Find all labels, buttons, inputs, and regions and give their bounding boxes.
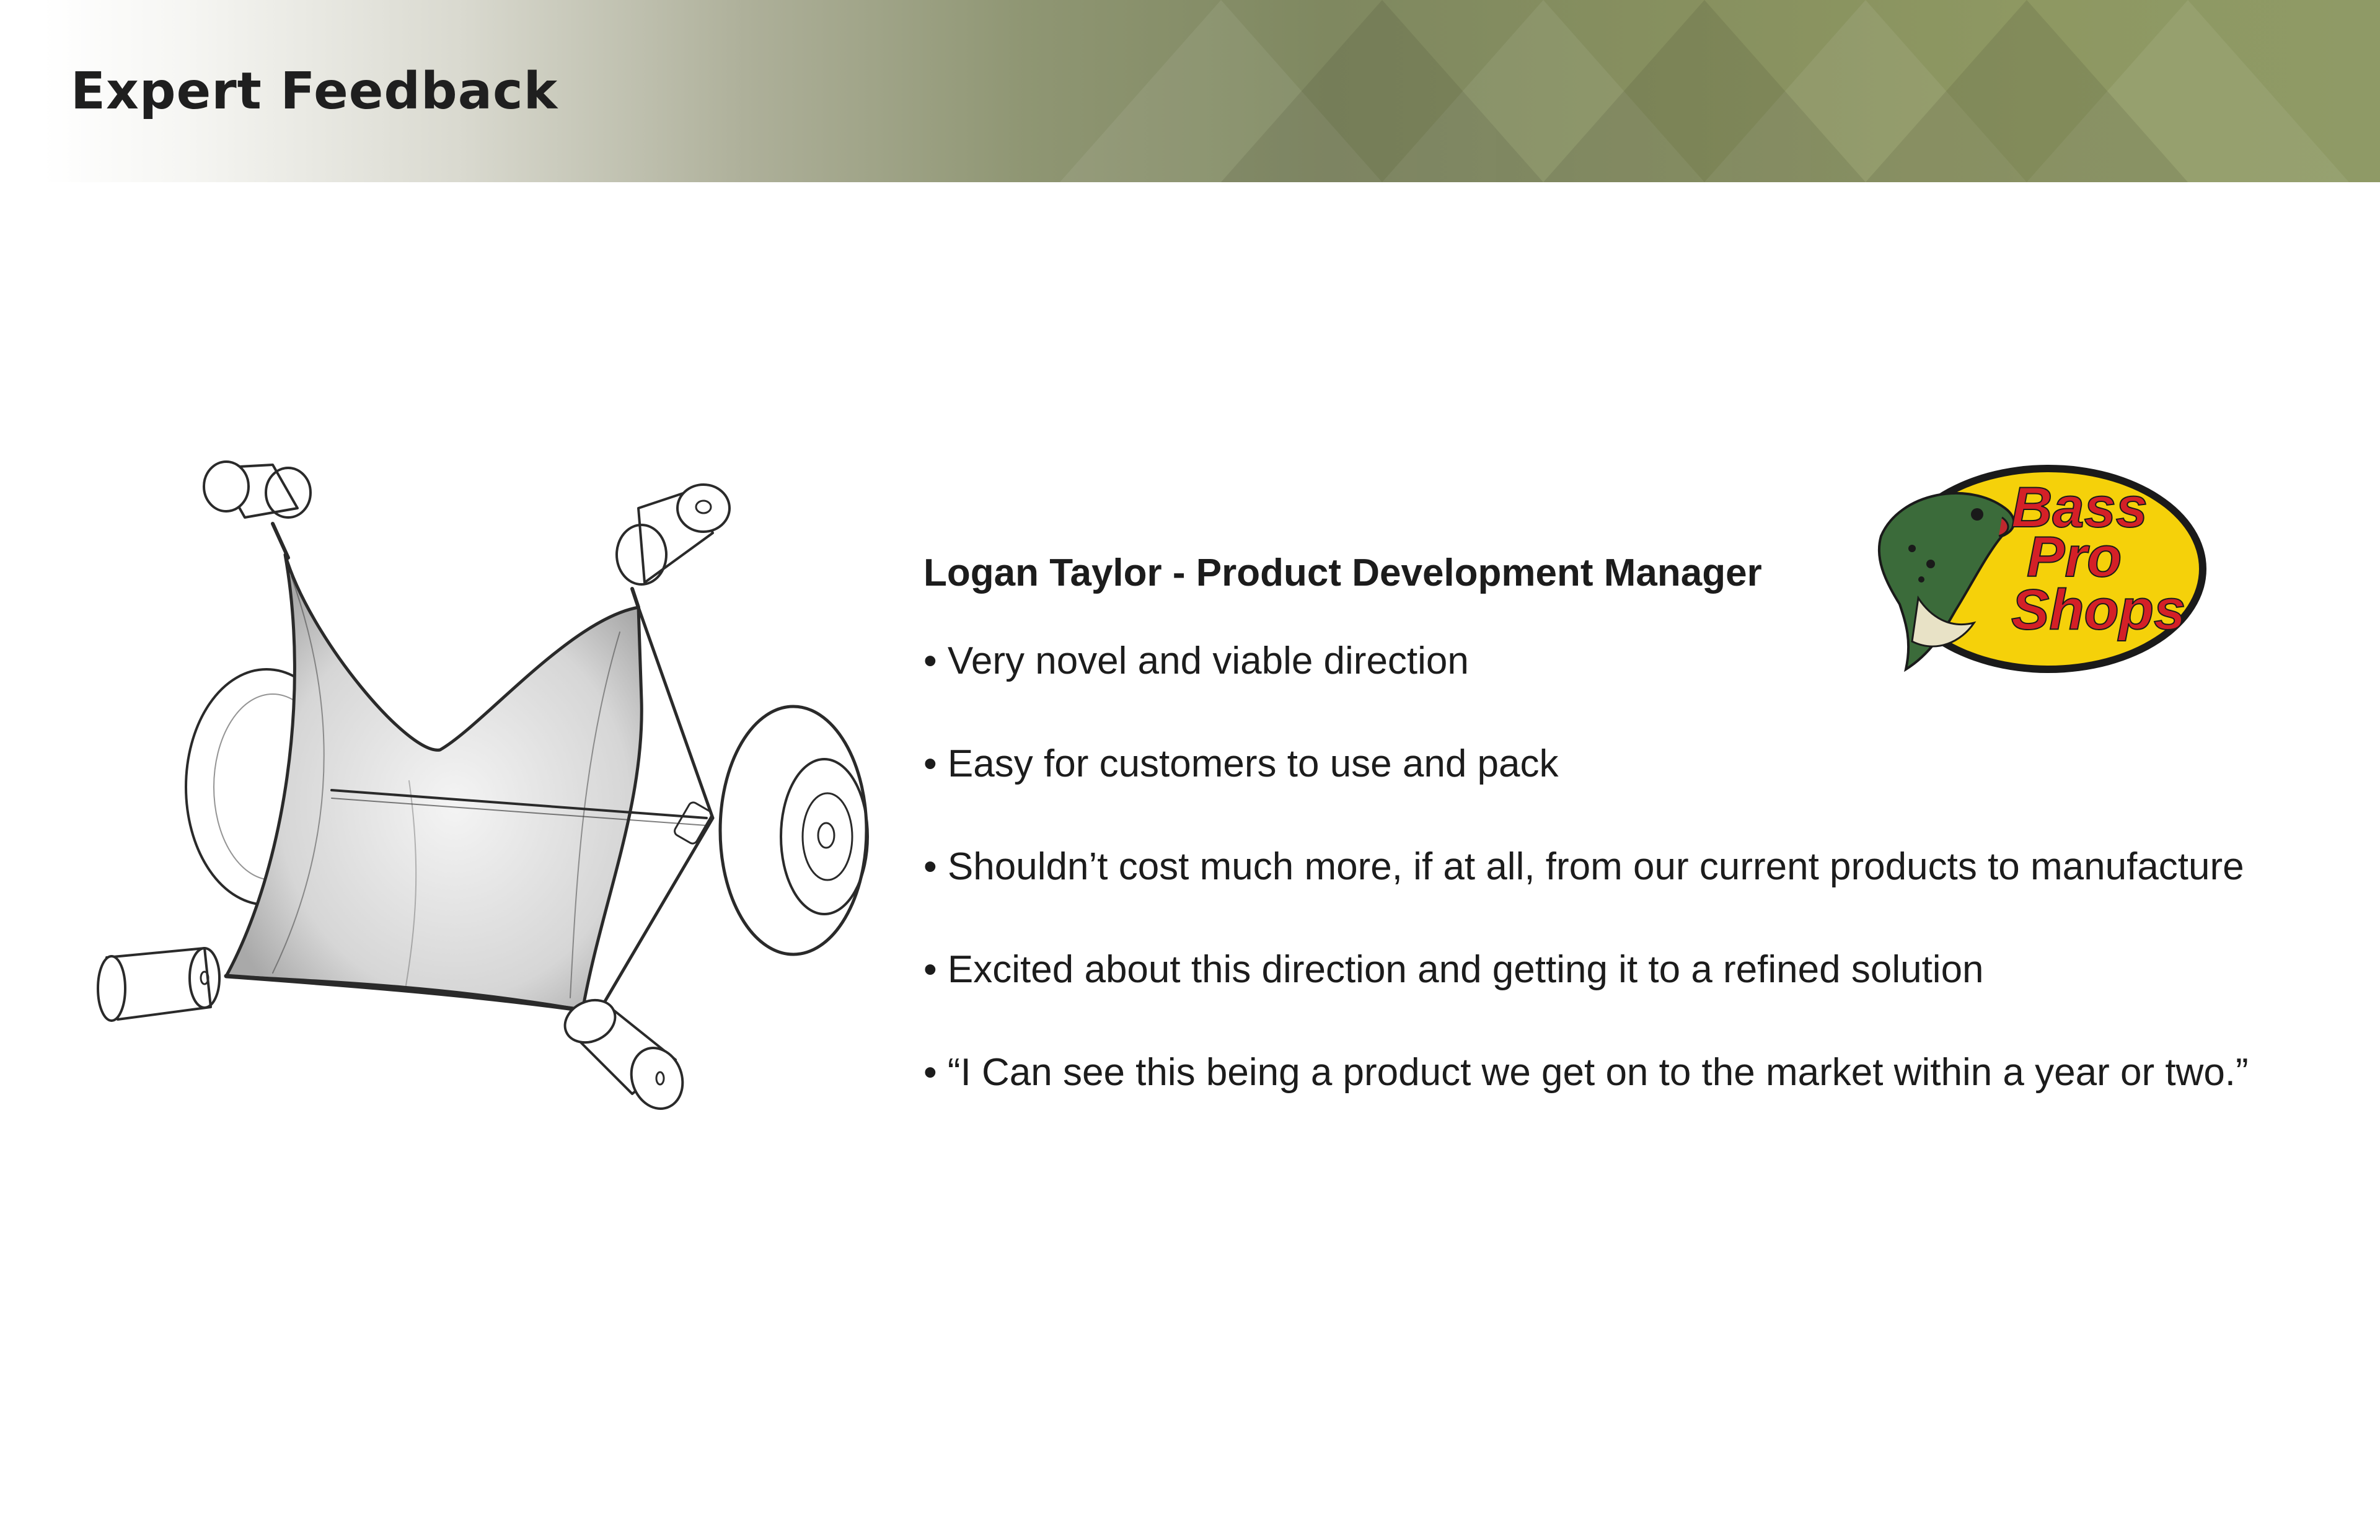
feedback-item: • Shouldn’t cost much more, if at all, from our current products to manufacture	[923, 845, 2244, 888]
bass-pro-shops-logo	[1862, 455, 2216, 682]
expert-name-heading: Logan Taylor - Product Development Manager	[923, 552, 1762, 594]
feedback-item: • “I Can see this being a product we get on to the market within a year or two.”	[923, 1051, 2249, 1094]
wheeled-sling-cart-sketch-icon	[87, 434, 874, 1153]
feedback-item: • Easy for customers to use and pack	[923, 742, 1559, 785]
logo-word-pro: Pro	[2027, 526, 2122, 589]
feedback-list	[923, 633, 2349, 1148]
product-sketch-image	[87, 434, 874, 1153]
logo-word-shops: Shops	[2011, 578, 2186, 641]
feedback-item: • Very novel and viable direction	[923, 640, 1469, 682]
logo-word-bass: Bass	[2011, 476, 2148, 539]
page-title: Expert Feedback	[71, 62, 558, 121]
feedback-item: • Excited about this direction and getting it to a refined solution	[923, 948, 1984, 991]
bass-pro-shops-logo-icon	[1862, 455, 2216, 682]
